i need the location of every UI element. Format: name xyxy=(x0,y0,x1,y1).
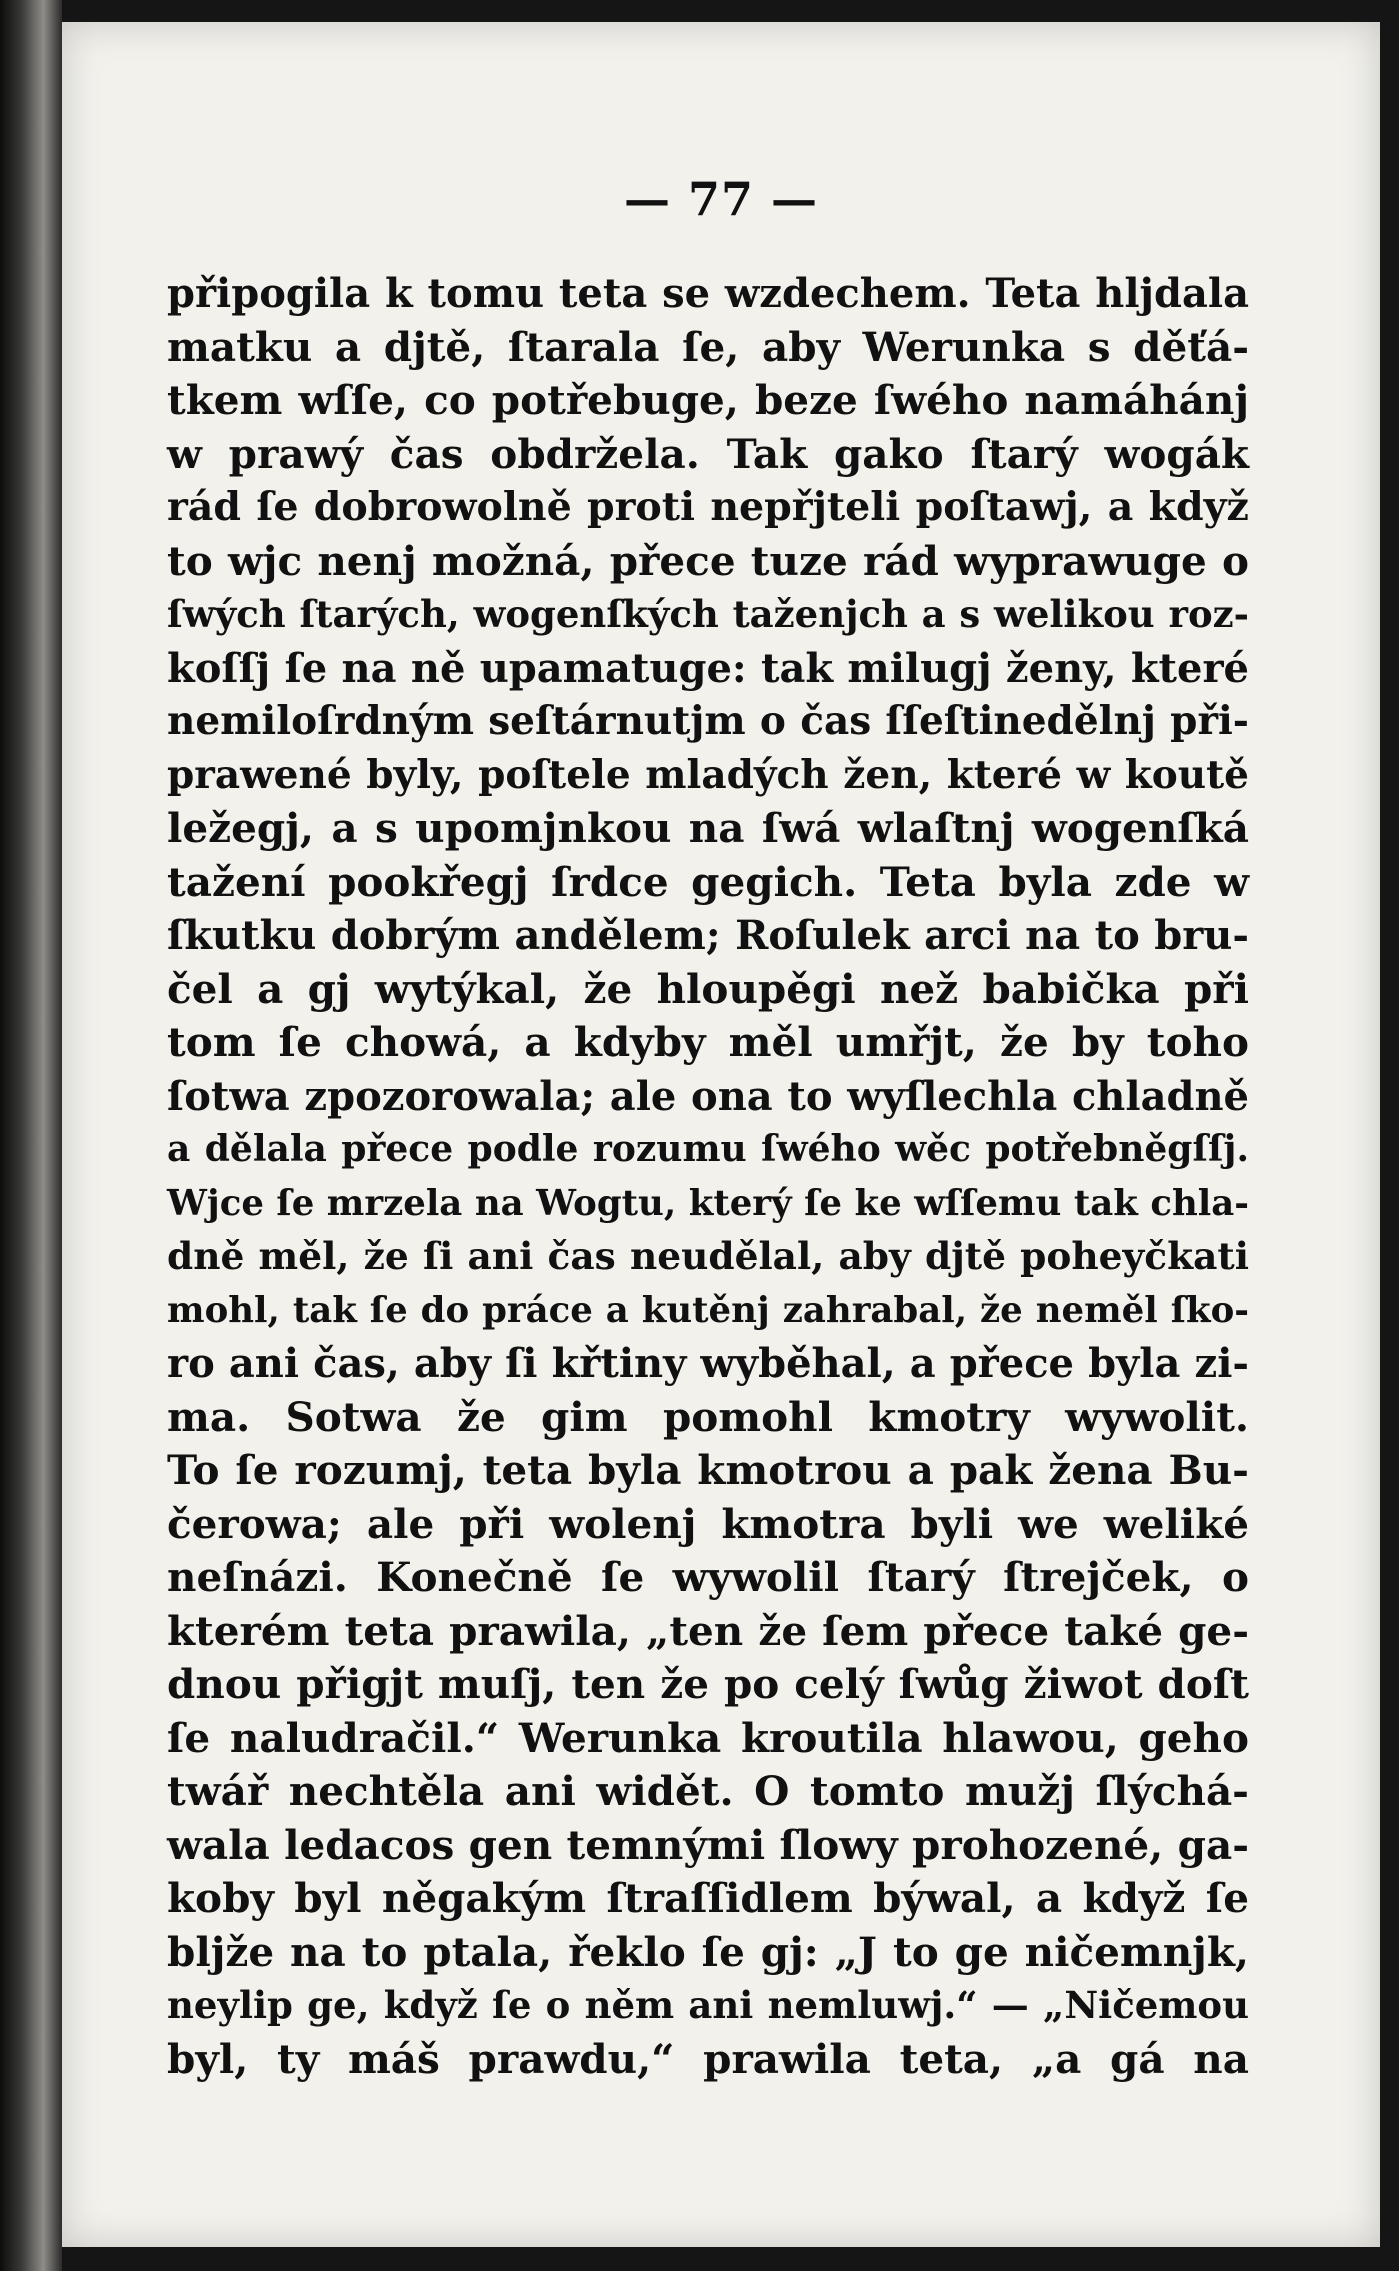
text-line: připogila k tomu teta se wzdechem. Teta hljdala xyxy=(167,270,1249,317)
previous-page-edge xyxy=(0,0,62,2271)
text-line: dnou přigjt muſj, ten že po celý ſwůg žiwot doſt xyxy=(167,1660,1249,1708)
text-line: twář nechtěla ani widět. O tomto mužj ſlýchá- xyxy=(167,1767,1249,1815)
text-line: ſkutku dobrým andělem; Roſulek arci na to bru- xyxy=(167,912,1249,959)
text-line: mohl, tak ſe do práce a kutěnj zahrabal, že neměl ſko- xyxy=(167,1289,1249,1331)
text-line: kterém teta prawila, „ten že ſem přece také ge- xyxy=(167,1606,1249,1655)
text-line: wala ledacos gen temnými ſlowy prohozené, ga- xyxy=(167,1820,1249,1869)
text-line: tom ſe chowá, a kdyby měl umřjt, že by toho xyxy=(167,1018,1249,1066)
text-line: čel a gj wytýkal, že hloupěgi než babička při xyxy=(167,964,1249,1013)
text-line: neſnázi. Konečně ſe wywolil ſtarý ſtrejček, o xyxy=(167,1553,1249,1601)
text-line: koſſj ſe na ně upamatuge: tak milugj ženy, které xyxy=(167,644,1249,692)
text-line: prawené byly, poſtele mladých žen, které w koutě xyxy=(167,751,1249,798)
page-number: — 77 — xyxy=(623,172,819,226)
text-line: rád ſe dobrowolně proti nepřjteli poſtawj, a když xyxy=(167,484,1249,530)
text-line: w prawý čas obdržela. Tak gako ſtarý wogák xyxy=(167,429,1249,478)
page-sheet xyxy=(62,22,1380,2247)
text-line: dně měl, že ſi ani čas neudělal, aby djtě poheyčkati xyxy=(167,1234,1249,1278)
text-line: bljže na to ptala, řeklo ſe gj: „J to ge ničemnjk, xyxy=(167,1927,1249,1976)
text-line: neylip ge, když ſe o něm ani nemluwj.“ — „Ničemou xyxy=(167,1983,1249,2027)
text-line: byl, ty máš prawdu,“ prawila teta, „a gá na xyxy=(167,2034,1249,2083)
text-line: ma. Sotwa že gim pomohl kmotry wywolit. xyxy=(167,1392,1249,1441)
text-line: ſwých ſtarých, wogenſkých taženjch a s welikou roz- xyxy=(167,592,1249,636)
text-line: ležegj, a s upomjnkou na ſwá wlaſtnj wogenſká xyxy=(167,804,1249,852)
text-line: To ſe rozumj, teta byla kmotrou a pak žena Bu- xyxy=(167,1446,1249,1494)
text-line: to wjc nenj možná, přece tuze rád wyprawuge o xyxy=(167,536,1249,585)
text-line: tažení pookřegj ſrdce gegich. Teta byla zde w xyxy=(167,857,1249,906)
text-line: čerowa; ale při wolenj kmotra byli we weliké xyxy=(167,1499,1249,1548)
text-line: ſe naludračil.“ Werunka kroutila hlawou, geho xyxy=(167,1713,1249,1762)
text-line: nemiloſrdným seſtárnutjm o čas ſſeſtinedělnj při- xyxy=(167,698,1249,744)
text-line: ſotwa zpozorowala; ale ona to wyſlechla chladně xyxy=(167,1072,1249,1120)
text-line: a dělala přece podle rozumu ſwého wěc potřebněgſſj. xyxy=(167,1128,1249,1170)
text-line: ro ani čas, aby ſi křtiny wyběhal, a přece byla zi- xyxy=(167,1340,1249,1387)
text-line: tkem wſſe, co potřebuge, beze ſwého namáhánj xyxy=(167,376,1249,424)
text-line: Wjce ſe mrzela na Wogtu, který ſe ke wſſemu tak chla- xyxy=(167,1182,1249,1224)
text-line: matku a djtě, ſtarala ſe, aby Werunka s děťá- xyxy=(167,322,1249,371)
text-line: koby byl něgakým ſtraſſidlem býwal, a když ſe xyxy=(167,1874,1249,1922)
body-text xyxy=(167,267,1249,2086)
